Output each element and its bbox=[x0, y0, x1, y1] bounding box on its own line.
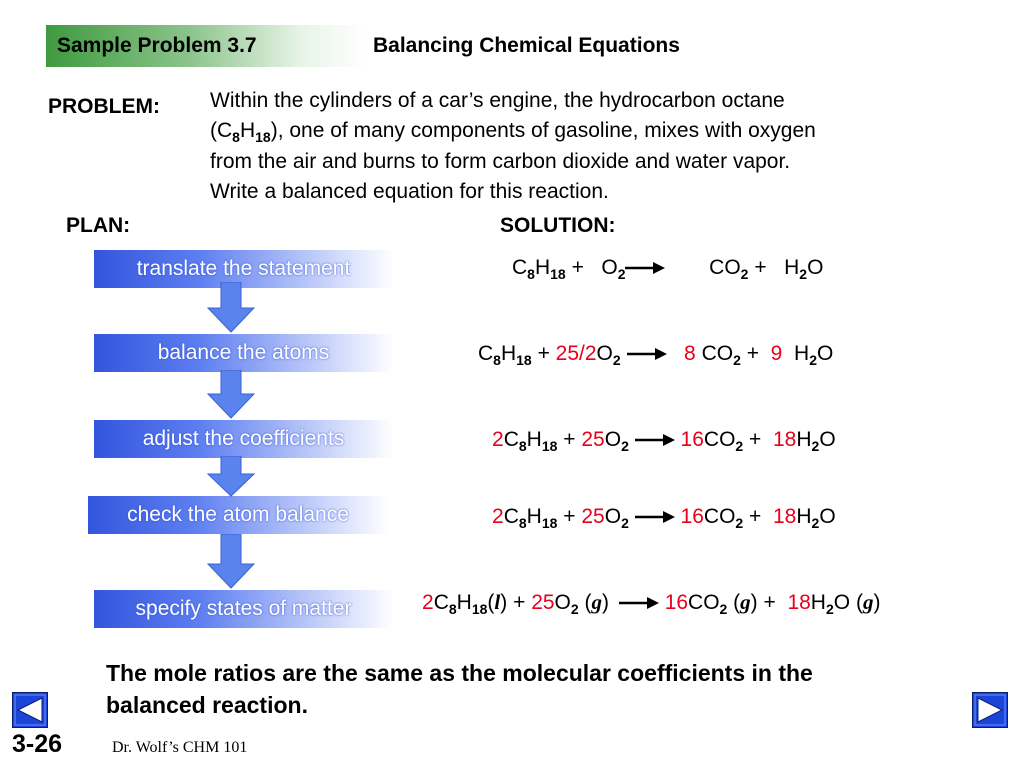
coefficient: 16 bbox=[680, 505, 704, 528]
subscript: 2 bbox=[621, 515, 629, 531]
footer-credit: Dr. Wolf’s CHM 101 bbox=[112, 739, 248, 756]
problem-line-4: Write a balanced equation for this reaction. bbox=[210, 180, 609, 203]
element-h: H bbox=[526, 428, 542, 451]
down-arrow-icon bbox=[206, 456, 256, 498]
plan-step-label: adjust the coefficients bbox=[142, 427, 345, 450]
coefficient: 18 bbox=[772, 505, 797, 528]
conclusion-text bbox=[106, 657, 996, 721]
element-o: O bbox=[604, 505, 622, 528]
solution-label: SOLUTION: bbox=[500, 214, 616, 237]
equation-checked bbox=[492, 505, 836, 529]
subscript: 2 bbox=[799, 266, 808, 282]
plan-step-label: balance the atoms bbox=[157, 341, 330, 364]
subscript: 2 bbox=[740, 266, 749, 282]
plus-sign: + bbox=[513, 591, 526, 614]
plus-sign: + bbox=[563, 428, 576, 451]
coefficient: 2 bbox=[492, 505, 504, 528]
element-o: O bbox=[816, 342, 834, 365]
element-h: H bbox=[239, 119, 256, 142]
equation-balanced-atoms bbox=[478, 342, 833, 366]
state-symbol: g bbox=[740, 590, 751, 614]
subscript: 8 bbox=[518, 515, 527, 531]
reaction-arrow-icon bbox=[615, 596, 659, 610]
element-c: C bbox=[503, 505, 519, 528]
problem-statement bbox=[210, 86, 1000, 207]
subscript: 18 bbox=[541, 515, 558, 531]
subscript: 2 bbox=[825, 601, 834, 617]
coefficient: 16 bbox=[680, 428, 704, 451]
plus-sign: + bbox=[749, 428, 762, 451]
down-arrow-icon bbox=[206, 534, 256, 590]
equation-adjusted-coefficients bbox=[492, 428, 836, 452]
subscript: 2 bbox=[719, 601, 728, 617]
coefficient: 25 bbox=[531, 591, 555, 614]
coefficient: 8 bbox=[684, 342, 696, 365]
coefficient: 9 bbox=[770, 342, 783, 365]
subscript: 2 bbox=[735, 438, 744, 454]
subscript: 2 bbox=[617, 266, 626, 282]
subscript: 2 bbox=[733, 352, 741, 368]
element-c: C bbox=[503, 428, 519, 451]
element-o: O bbox=[833, 591, 851, 614]
coefficient: 2 bbox=[492, 428, 504, 451]
state-symbol: g bbox=[862, 590, 874, 614]
plan-step-states bbox=[94, 590, 393, 628]
subscript: 8 bbox=[527, 266, 535, 282]
subscript: 18 bbox=[550, 266, 566, 282]
plan-step-check bbox=[88, 496, 388, 534]
subscript: 2 bbox=[621, 438, 629, 454]
plan-step-adjust bbox=[94, 420, 393, 458]
reaction-arrow-icon bbox=[635, 433, 675, 447]
subscript: 2 bbox=[612, 352, 621, 368]
element-c: C bbox=[433, 591, 449, 614]
slide-number: 3-26 bbox=[12, 730, 63, 758]
subscript: 8 bbox=[448, 601, 457, 617]
element-h: H bbox=[796, 505, 812, 528]
element-h: H bbox=[500, 342, 517, 365]
plus-sign: + bbox=[763, 591, 776, 614]
down-arrow-icon bbox=[206, 370, 256, 420]
molecule-co: CO bbox=[709, 256, 741, 279]
coefficient: 25 bbox=[581, 505, 605, 528]
plan-step-balance bbox=[94, 334, 393, 372]
subscript: 18 bbox=[541, 438, 558, 454]
subscript: 8 bbox=[493, 352, 501, 368]
subscript: 2 bbox=[735, 515, 744, 531]
subscript: 18 bbox=[255, 129, 271, 145]
subscript: 8 bbox=[518, 438, 527, 454]
element-c: C bbox=[512, 256, 528, 279]
problem-line-2-rest: ), one of many components of gasoline, mixes with oxygen bbox=[270, 119, 816, 142]
plus-sign: + bbox=[746, 342, 759, 365]
plus-sign: + bbox=[754, 256, 767, 279]
molecule-co: CO bbox=[688, 591, 720, 614]
conclusion-line-2: balanced reaction. bbox=[106, 692, 308, 718]
element-o: O bbox=[596, 342, 613, 365]
subscript: 18 bbox=[516, 352, 532, 368]
next-slide-button[interactable] bbox=[972, 692, 1008, 728]
plan-step-label: translate the statement bbox=[136, 257, 351, 280]
plan-label: PLAN: bbox=[66, 214, 131, 237]
element-h: H bbox=[796, 428, 812, 451]
conclusion-line-1: The mole ratios are the same as the molecular coefficients in the bbox=[106, 660, 813, 686]
element-o: O bbox=[819, 428, 836, 451]
element-h: H bbox=[784, 256, 800, 279]
plus-sign: + bbox=[749, 505, 762, 528]
equation-unbalanced bbox=[512, 256, 823, 280]
coefficient: 2 bbox=[422, 591, 434, 614]
subscript: 2 bbox=[811, 438, 820, 454]
problem-line-3: from the air and burns to form carbon dioxide and water vapor. bbox=[210, 150, 791, 173]
subscript: 2 bbox=[809, 352, 817, 368]
element-o: O bbox=[554, 591, 571, 614]
problem-line-1: Within the cylinders of a car’s engine, the hydrocarbon octane bbox=[210, 89, 785, 112]
element-h: H bbox=[534, 256, 551, 279]
equation-with-states: $2C_8H_{18}(l) + 25O_2$ (g) $16CO_2$ $(g) + 18H_2O$ (g) bbox=[422, 590, 881, 617]
element-c: C bbox=[478, 342, 494, 365]
slide-title: Balancing Chemical Equations bbox=[373, 34, 680, 57]
element-o: O bbox=[819, 505, 836, 528]
reaction-arrow-icon bbox=[635, 510, 675, 524]
subscript: 2 bbox=[570, 601, 579, 617]
plus-sign: + bbox=[537, 342, 550, 365]
plan-step-label: check the atom balance bbox=[127, 503, 349, 526]
molecule-co: CO bbox=[701, 342, 734, 365]
plus-sign: + bbox=[563, 505, 576, 528]
previous-slide-button[interactable] bbox=[12, 692, 48, 728]
state-symbol: g bbox=[591, 590, 603, 614]
coefficient: 16 bbox=[664, 591, 689, 614]
element-o: O bbox=[601, 256, 618, 279]
down-arrow-icon bbox=[206, 282, 256, 334]
element-h: H bbox=[526, 505, 542, 528]
subscript: 18 bbox=[471, 601, 488, 617]
problem-label: PROBLEM: bbox=[48, 95, 160, 118]
element-h: H bbox=[810, 591, 826, 614]
paren-open: (C bbox=[210, 119, 233, 142]
molecule-co: CO bbox=[703, 505, 736, 528]
coefficient: 25/2 bbox=[555, 342, 597, 365]
sample-problem-label: Sample Problem 3.7 bbox=[57, 34, 257, 57]
molecule-co: CO bbox=[703, 428, 736, 451]
subscript: 8 bbox=[232, 129, 240, 145]
element-o: O bbox=[604, 428, 622, 451]
reaction-arrow-icon bbox=[627, 347, 667, 361]
problem-line-2 bbox=[210, 116, 1000, 147]
element-h: H bbox=[456, 591, 472, 614]
coefficient: 18 bbox=[772, 428, 797, 451]
plan-step-label: specify states of matter bbox=[135, 597, 352, 620]
element-o: O bbox=[807, 256, 824, 279]
subscript: 2 bbox=[811, 515, 820, 531]
reaction-arrow-icon bbox=[625, 261, 665, 275]
element-h: H bbox=[794, 342, 810, 365]
coefficient: 18 bbox=[787, 591, 811, 614]
state-symbol: l bbox=[494, 590, 501, 614]
coefficient: 25 bbox=[581, 428, 605, 451]
plus-sign: + bbox=[571, 256, 584, 279]
